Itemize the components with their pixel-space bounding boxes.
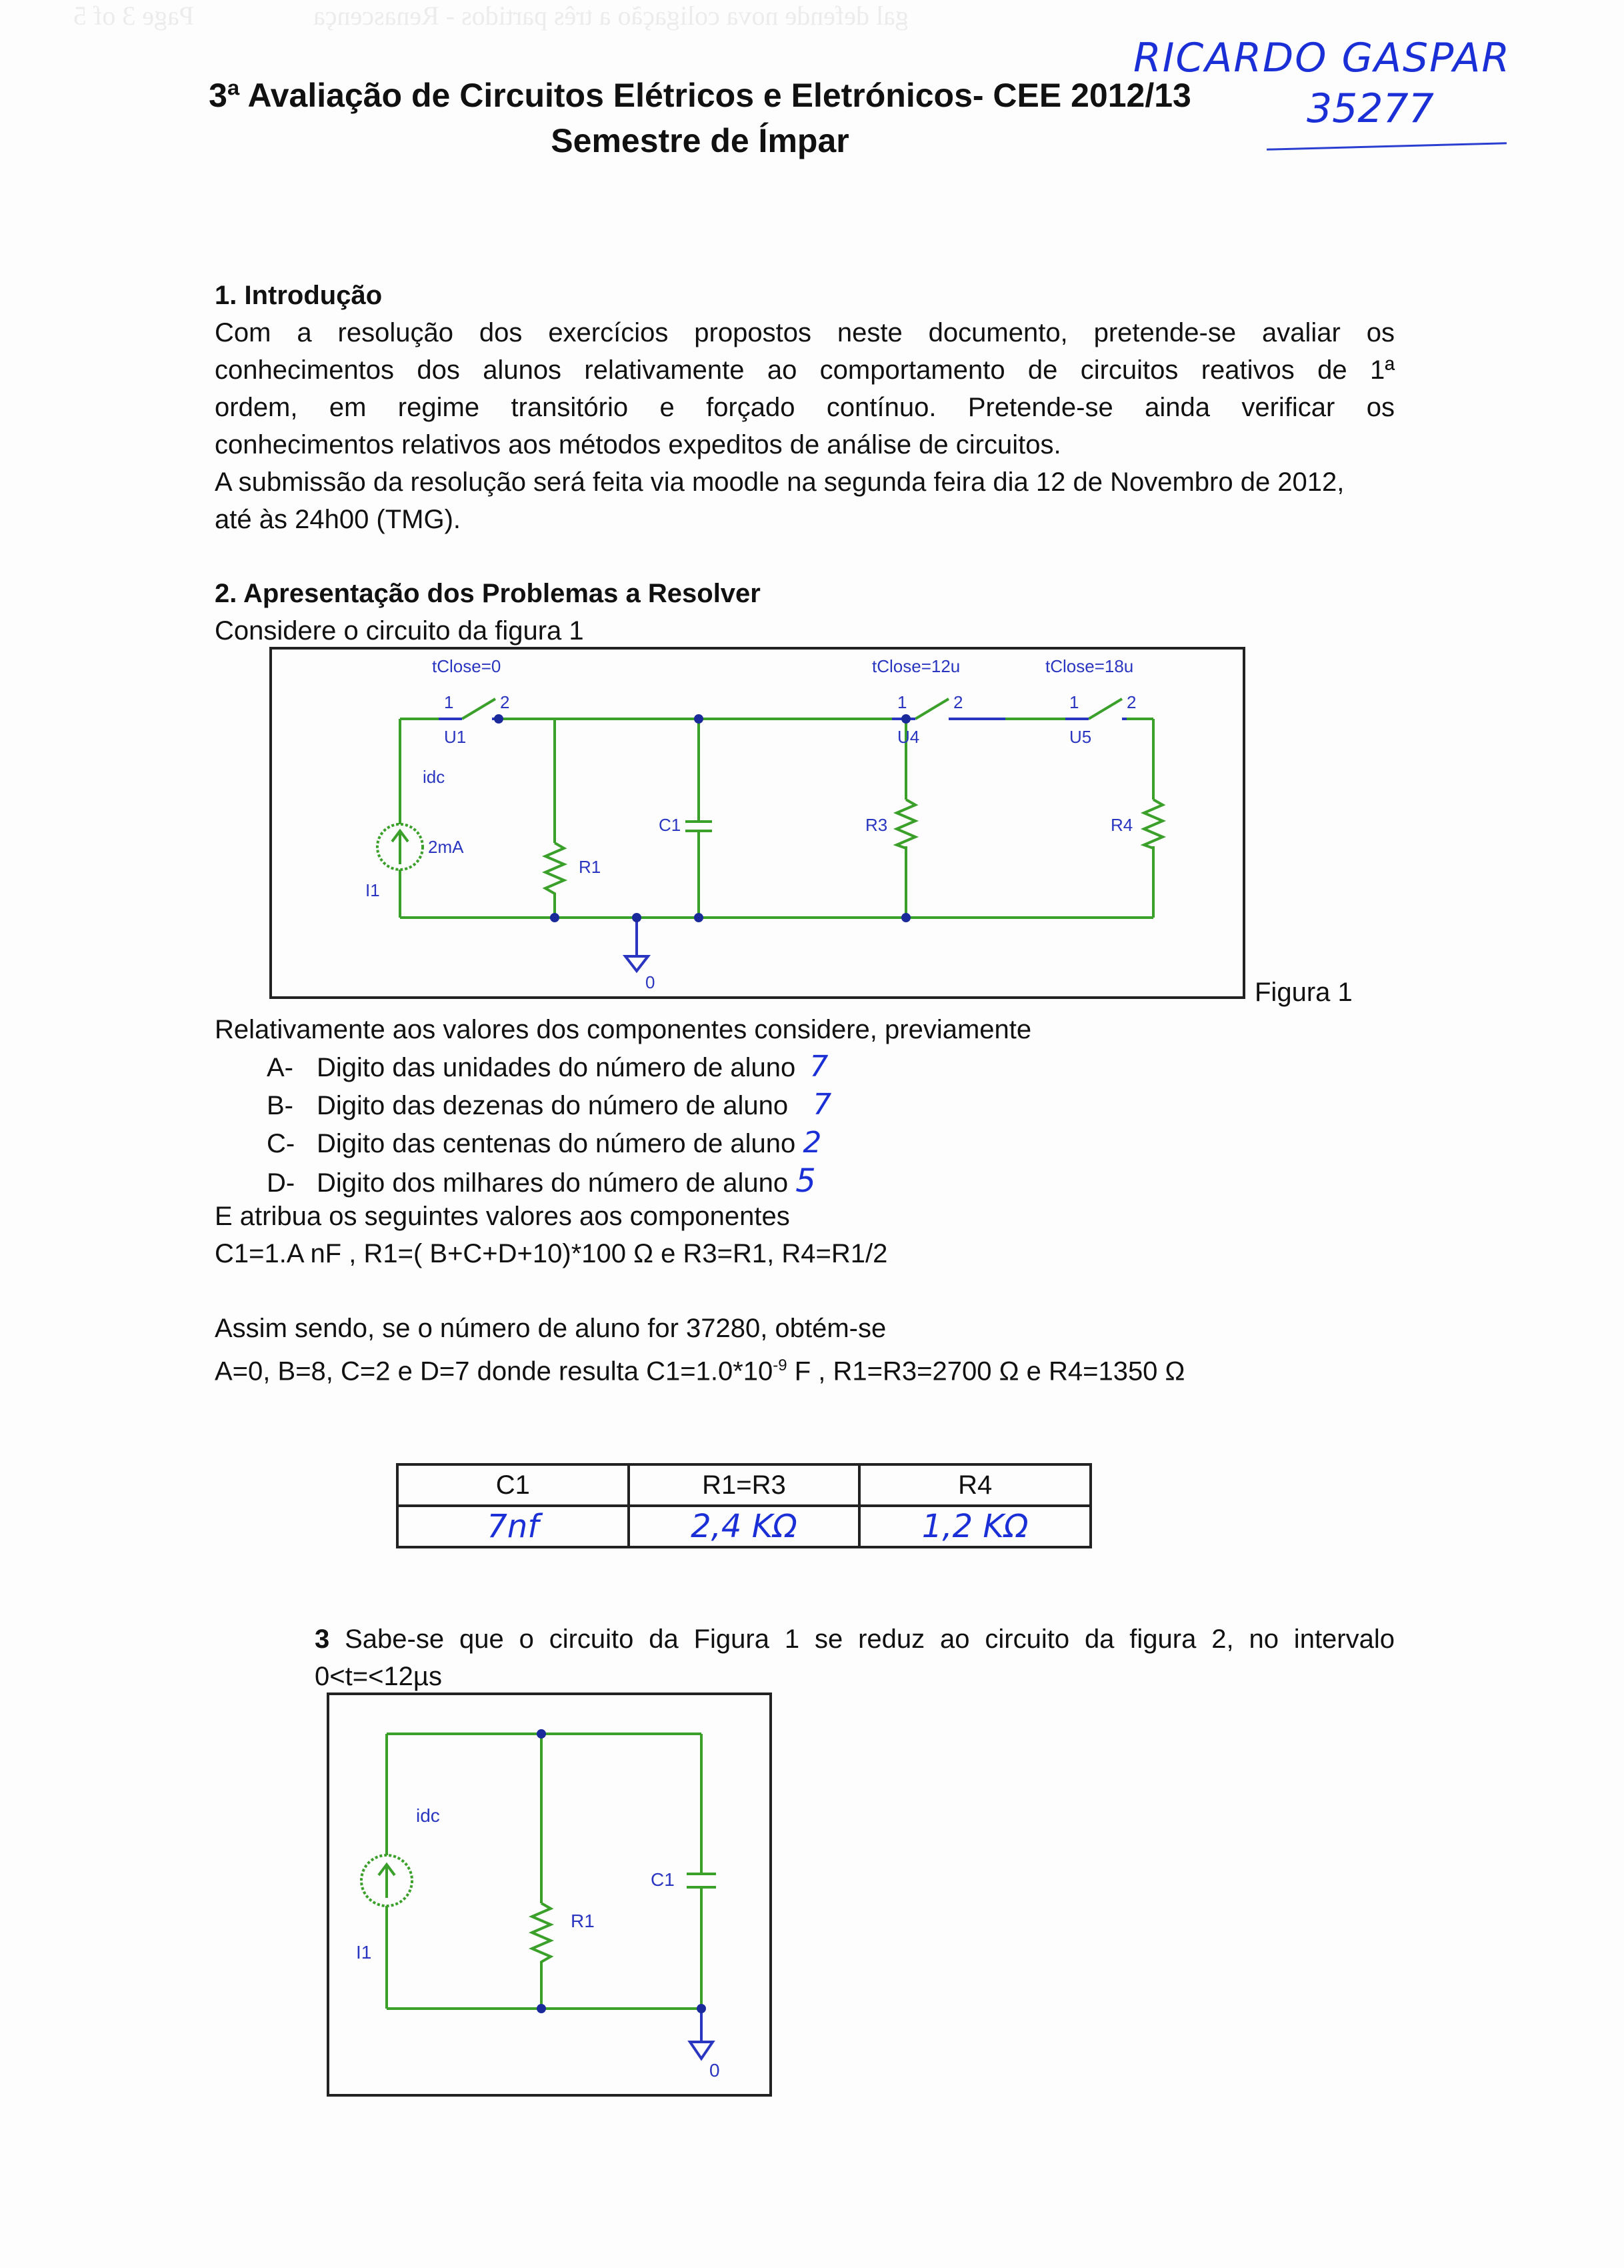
component-formula: C1=1.A nF , R1=( B+C+D+10)*100 Ω e R3=R1, R4=R1/2: [215, 1239, 888, 1268]
junction-dot: [697, 2004, 706, 2013]
answer-r4[interactable]: 1,2 KΩ: [859, 1506, 1091, 1547]
section-3: [315, 1620, 1395, 1695]
bleed-through-page: Page 3 of 5: [73, 1, 195, 31]
handwritten-digit: 2: [803, 1126, 822, 1160]
assign-intro: E atribua os seguintes valores aos componentes: [215, 1202, 790, 1231]
switch-u1-id: U1: [444, 727, 467, 747]
switch-u1-param: tClose=0: [432, 656, 501, 676]
capacitor-c1-plates: [685, 822, 712, 831]
document-subtitle: Semestre de Ímpar: [551, 122, 849, 159]
intro-line: conhecimentos relativos aos métodos expeditos de análise de circuitos.: [215, 430, 1061, 459]
section-3-line-1: 3 Sabe-se que o circuito da Figura 1 se reduz ao circuito da figura 2, no intervalo: [315, 1624, 1395, 1654]
underline-stroke: [1267, 142, 1507, 150]
component-values-table: [396, 1463, 1092, 1548]
student-number-handwritten: 35277: [1307, 85, 1434, 132]
figure-1-schematic: [272, 650, 1243, 996]
values-intro: Relativamente aos valores dos componentes considere, previamente: [215, 1015, 1032, 1044]
ground-label: 0: [709, 2060, 720, 2081]
junction-dot: [901, 913, 911, 922]
figure-1-intro: Considere o circuito da figura 1: [215, 616, 584, 646]
junction-dot: [537, 1729, 546, 1739]
junction-dot: [537, 2004, 546, 2013]
handwritten-digit: 7: [809, 1050, 829, 1084]
source-type-label: idc: [416, 1805, 440, 1826]
junction-dot: [694, 714, 703, 724]
switch-u5-pin2-label: 2: [1127, 692, 1137, 712]
switch-u5-param: tClose=18u: [1045, 656, 1134, 676]
handwritten-digit: 5: [795, 1162, 816, 1200]
switch-u5-blade: [1089, 699, 1122, 719]
intro-line: ordem, em regime transitório e forçado contínuo. Pretende-se ainda verificar os: [215, 393, 1395, 422]
switch-u4-id: U4: [897, 727, 920, 747]
table-header-r4: R4: [859, 1464, 1091, 1506]
switch-u4-pin1-label: 1: [897, 692, 907, 712]
intro-line: conhecimentos dos alunos relativamente ao comportamento de circuitos reativos de 1ª: [215, 355, 1395, 385]
junction-dot: [694, 913, 703, 922]
section-1-heading: 1. Introdução: [215, 281, 383, 310]
section-2-header: [215, 575, 1395, 650]
current-source-arrow: [379, 1865, 395, 1898]
example-line-2: A=0, B=8, C=2 e D=7 donde resulta $C1=1.0*10^{-9}$ F , R1=R3=2700 Ω e R4=1350 Ω: [215, 1356, 1185, 1386]
section-3-line-2: 0<t=<12µs: [315, 1662, 442, 1691]
digit-item-d: D- Digito dos milhares do número de aluno 5: [267, 1162, 816, 1200]
switch-u4-blade: [915, 699, 949, 719]
switch-u1-pin1-label: 1: [444, 692, 454, 712]
junction-dot: [494, 714, 503, 724]
figure-2-frame: [327, 1692, 772, 2097]
ground-symbol: [690, 2042, 713, 2059]
figure-1-frame: [269, 647, 1245, 999]
switch-u5-pin1-label: 1: [1069, 692, 1079, 712]
table-header-r1r3: R1=R3: [629, 1464, 860, 1506]
capacitor-c1-plates: [687, 1874, 716, 1887]
intro-line: Com a resolução dos exercícios propostos neste documento, pretende-se avaliar os: [215, 318, 1395, 347]
switch-u4-pin2-label: 2: [953, 692, 963, 712]
handwritten-digit: 7: [813, 1088, 832, 1122]
current-source-arrow: [392, 831, 408, 864]
resistor-r4-zigzag: [1144, 800, 1163, 848]
example-line-1: Assim sendo, se o número de aluno for 37280, obtém-se: [215, 1314, 887, 1343]
resistor-r1-zigzag: [545, 843, 564, 896]
switch-u5-id: U5: [1069, 727, 1092, 747]
junction-dot: [901, 714, 911, 724]
r3-label: R3: [865, 815, 888, 835]
submission-line: até às 24h00 (TMG).: [215, 505, 461, 534]
resistor-r3-zigzag: [897, 800, 915, 848]
source-value-label: 2mA: [428, 837, 464, 857]
c1-label: C1: [659, 815, 681, 835]
source-type-label: idc: [423, 767, 445, 787]
bleed-through-headline: gal defende nova coligação a três partidos - Renascença: [313, 1, 909, 31]
r4-label: R4: [1111, 815, 1133, 835]
digit-list: [267, 1048, 831, 1202]
answer-c1[interactable]: 7nf: [397, 1506, 629, 1547]
figure-2-schematic: [329, 1695, 769, 2094]
document-title: 3ª Avaliação de Circuitos Elétricos e Eletrónicos- CEE 2012/13: [209, 77, 1191, 114]
digit-item-b: B- Digito das dezenas do número de aluno 7: [267, 1088, 832, 1122]
answer-r1r3[interactable]: 2,4 KΩ: [629, 1506, 860, 1547]
r1-label: R1: [579, 857, 601, 877]
junction-dot: [632, 913, 641, 922]
ground-symbol: [625, 956, 648, 971]
ground-label: 0: [645, 972, 655, 992]
source-id-label: I1: [365, 880, 380, 900]
submission-line: A submissão da resolução será feita via moodle na segunda feira dia 12 de Novembro de 2012,: [215, 467, 1345, 497]
junction-dot: [550, 913, 559, 922]
source-id-label: I1: [356, 1942, 372, 1963]
section-2-heading: 2. Apresentação dos Problemas a Resolver: [215, 579, 761, 608]
student-name-handwritten: RICARDO GASPAR: [1133, 35, 1511, 81]
switch-u4-param: tClose=12u: [872, 656, 961, 676]
figure-1-caption: Figura 1: [1255, 978, 1353, 1007]
section-1: [215, 277, 1395, 538]
table-header-c1: C1: [397, 1464, 629, 1506]
resistor-r1-zigzag: [532, 1903, 551, 1973]
switch-u1-blade: [462, 699, 495, 719]
table-header-row: [397, 1464, 1091, 1506]
switch-u1-pin2-label: 2: [500, 692, 510, 712]
digit-item-c: C- Digito das centenas do número de aluno 2: [267, 1126, 822, 1160]
digit-item-a: A- Digito das unidades do número de aluno 7: [267, 1050, 829, 1084]
c1-label: C1: [651, 1869, 675, 1890]
table-answer-row: [397, 1506, 1091, 1547]
r1-label: R1: [571, 1911, 595, 1931]
